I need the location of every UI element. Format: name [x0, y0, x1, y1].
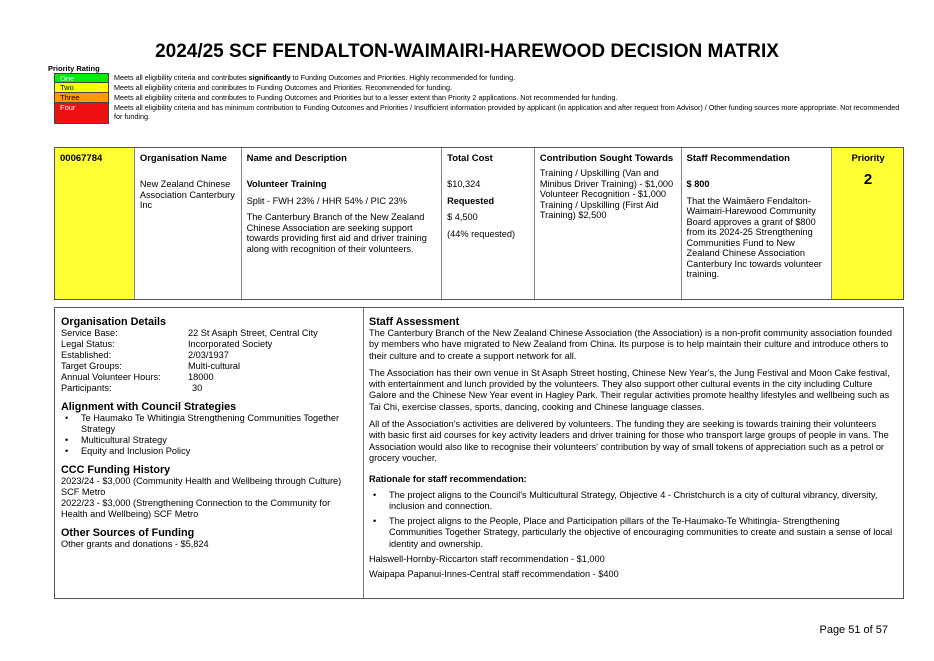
assessment-paragraph: The Association has their own venue in St Asaph Street hosting, Chinese New Year's, the Jung Festival and Moon Cake festival, with entertainment and lunch provided by the volunteers. They also support other cultural events in the city including Culture Galore and the Chinese New Year event in Hagley Park. Their regular activities promote healthy lifestyles and wellbeing such as Tai Chi, exercise classes, sports, dancing, cooking and Chinese language classes. [369, 367, 890, 412]
priority-cell [832, 148, 903, 299]
alignment-list [61, 413, 357, 457]
application-id-cell [55, 148, 135, 299]
priority-legend-row-one [54, 73, 904, 83]
priority-header: Priority [851, 153, 885, 164]
contribution-item: Training / Upskilling (First Aid Training) $2,500 [539, 199, 659, 220]
decision-matrix-row [54, 147, 904, 300]
priority-legend-row-two [54, 83, 904, 93]
contribution-item: Training / Upskilling (Van and Minibus Driver Training) - $1,000 [539, 168, 674, 189]
list-item: • Te Haumako Te Whitingia Strengthening Communities Together Strategy [61, 413, 347, 435]
name-description-cell [242, 148, 443, 299]
rationale-list [369, 490, 895, 550]
priority-rating-heading: Priority Rating [48, 64, 100, 73]
staff-recommendation-header: Staff Recommendation [686, 153, 790, 164]
other-funding-text: Other grants and donations - $5,824 [61, 539, 209, 549]
page-number: Page 51 of 57 [819, 624, 888, 636]
detail-row: Participants: 30 [61, 383, 203, 393]
project-title: Volunteer Training [246, 179, 327, 189]
staff-recommendation-amount: $ 800 [686, 179, 710, 189]
name-description-header: Name and Description [246, 153, 347, 164]
other-board-recommendation: Waipapa Papanui-Innes-Central staff recommendation - $400 [369, 569, 619, 580]
staff-assessment-panel [364, 308, 903, 598]
priority-desc-two: Meets all eligibility criteria and contributes to Funding Outcomes and Priorities. Recommended for funding. [114, 83, 452, 92]
priority-swatch-four: Four [54, 103, 109, 124]
funding-history-item: 2023/24 - $3,000 (Community Health and Wellbeing through Culture) SCF Metro [61, 476, 342, 497]
priority-swatch-three: Three [54, 93, 109, 103]
detail-row: Established: 2/03/1937 [61, 350, 229, 360]
list-item: • The project aligns to the People, Place and Participation pillars of the Te-Haumako-Te Whitingia- Strengthening Communities Together Strategy, particularly the objective of encouraging communities to create and sustain a sense of local identity and ownership. [369, 516, 895, 550]
assessment-paragraph: All of the Association's activities are delivered by volunteers. The funding they are seeking is towards training their volunteers with basic first aid courses for key activity leaders and driver training for those who transport large groups of people in vans. The Association would also like to recognise their volunteers' contribution by way of small tokens of appreciation such as a petrol or grocery voucher. [369, 419, 889, 463]
organisation-details-panel [55, 308, 364, 598]
organisation-header: Organisation Name [139, 153, 227, 164]
assessment-paragraph: The Canterbury Branch of the New Zealand Chinese Association (the Association) is a non-profit community association founded by members who have migrated to New Zealand from China. Its purpose is to help maintain their culture and introduce others to their culture and to create a support network for all. [369, 328, 892, 361]
total-cost-value: $10,324 [447, 179, 481, 189]
staff-assessment-heading: Staff Assessment [369, 316, 460, 328]
list-item: • Equity and Inclusion Policy [61, 446, 347, 457]
other-board-recommendation: Halswell-Hornby-Riccarton staff recommendation - $1,000 [369, 554, 605, 565]
ccc-funding-heading: CCC Funding History [61, 464, 171, 476]
project-description: The Canterbury Branch of the New Zealand Chinese Association are seeking support towards providing first aid and driver training along with recognition of their volunteers. [246, 212, 427, 254]
requested-label: Requested [447, 195, 495, 206]
priority-value: 2 [863, 171, 873, 188]
organisation-cell [135, 148, 242, 299]
requested-amount: $ 4,500 [447, 212, 478, 222]
detail-row: Annual Volunteer Hours: 18000 [61, 372, 214, 382]
staff-recommendation-text: That the Waimāero Fendalton-Waimairi-Harewood Community Board approves a grant of $800 from its 2024-25 Strengthening Communities Fund to New Zealand Chinese Association Canterbury Inc towards volunteer training. [686, 195, 822, 279]
contribution-cell [535, 148, 682, 299]
detail-row: Target Groups: Multi-cultural [61, 361, 241, 371]
priority-swatch-two: Two [54, 83, 109, 93]
detail-row: Service Base: 22 St Asaph Street, Central City [61, 328, 318, 338]
rationale-heading: Rationale for staff recommendation: [369, 474, 527, 485]
organisation-details-heading: Organisation Details [61, 316, 166, 328]
contribution-item: Volunteer Recognition - $1,000 [539, 189, 667, 199]
page-title: 2024/25 SCF FENDALTON-WAIMAIRI-HAREWOOD DECISION MATRIX [155, 41, 779, 62]
priority-desc-one: Meets all eligibility criteria and contributes significantly to Funding Outcomes and Priorities. Highly recommended for funding. [114, 73, 516, 82]
requested-percentage: (44% requested) [447, 228, 516, 239]
priority-swatch-one: One [54, 73, 109, 83]
other-funding-heading: Other Sources of Funding [61, 527, 195, 539]
list-item: • The project aligns to the Council's Multicultural Strategy, Objective 4 - Christchurch is a city of cultural vibrancy, diversity, inclusion and connection. [369, 490, 895, 513]
organisation-name: New Zealand Chinese Association Canterbury Inc [139, 179, 235, 210]
project-split: Split - FWH 23% / HHR 54% / PIC 23% [246, 195, 407, 206]
priority-legend-row-four [54, 103, 904, 124]
contribution-header: Contribution Sought Towards [539, 153, 674, 164]
total-cost-cell [442, 148, 535, 299]
detail-section [54, 307, 904, 599]
staff-recommendation-cell [682, 148, 833, 299]
detail-row: Legal Status: Incorporated Society [61, 339, 273, 349]
priority-legend-row-three [54, 93, 904, 103]
funding-history-item: 2022/23 - $3,000 (Strengthening Connection to the Community for Health and Wellbeing) SCF Metro [61, 498, 331, 519]
priority-desc-three: Meets all eligibility criteria and contributes to Funding Outcomes and Priorities but to a lesser extent than Priority 2 applications. Not recommended for funding. [114, 93, 618, 102]
total-cost-header: Total Cost [447, 153, 493, 164]
priority-legend [54, 73, 904, 124]
priority-desc-four: Meets all eligibility criteria and has minimum contribution to Funding Outcomes and Priorities / Insufficient information provided by applicant (in application and after request from Advisor) / Other funding sources more appropriate. Not recommended for funding. [114, 103, 900, 121]
application-id: 00067784 [60, 153, 103, 164]
alignment-heading: Alignment with Council Strategies [61, 401, 237, 413]
list-item: • Multicultural Strategy [61, 435, 347, 446]
